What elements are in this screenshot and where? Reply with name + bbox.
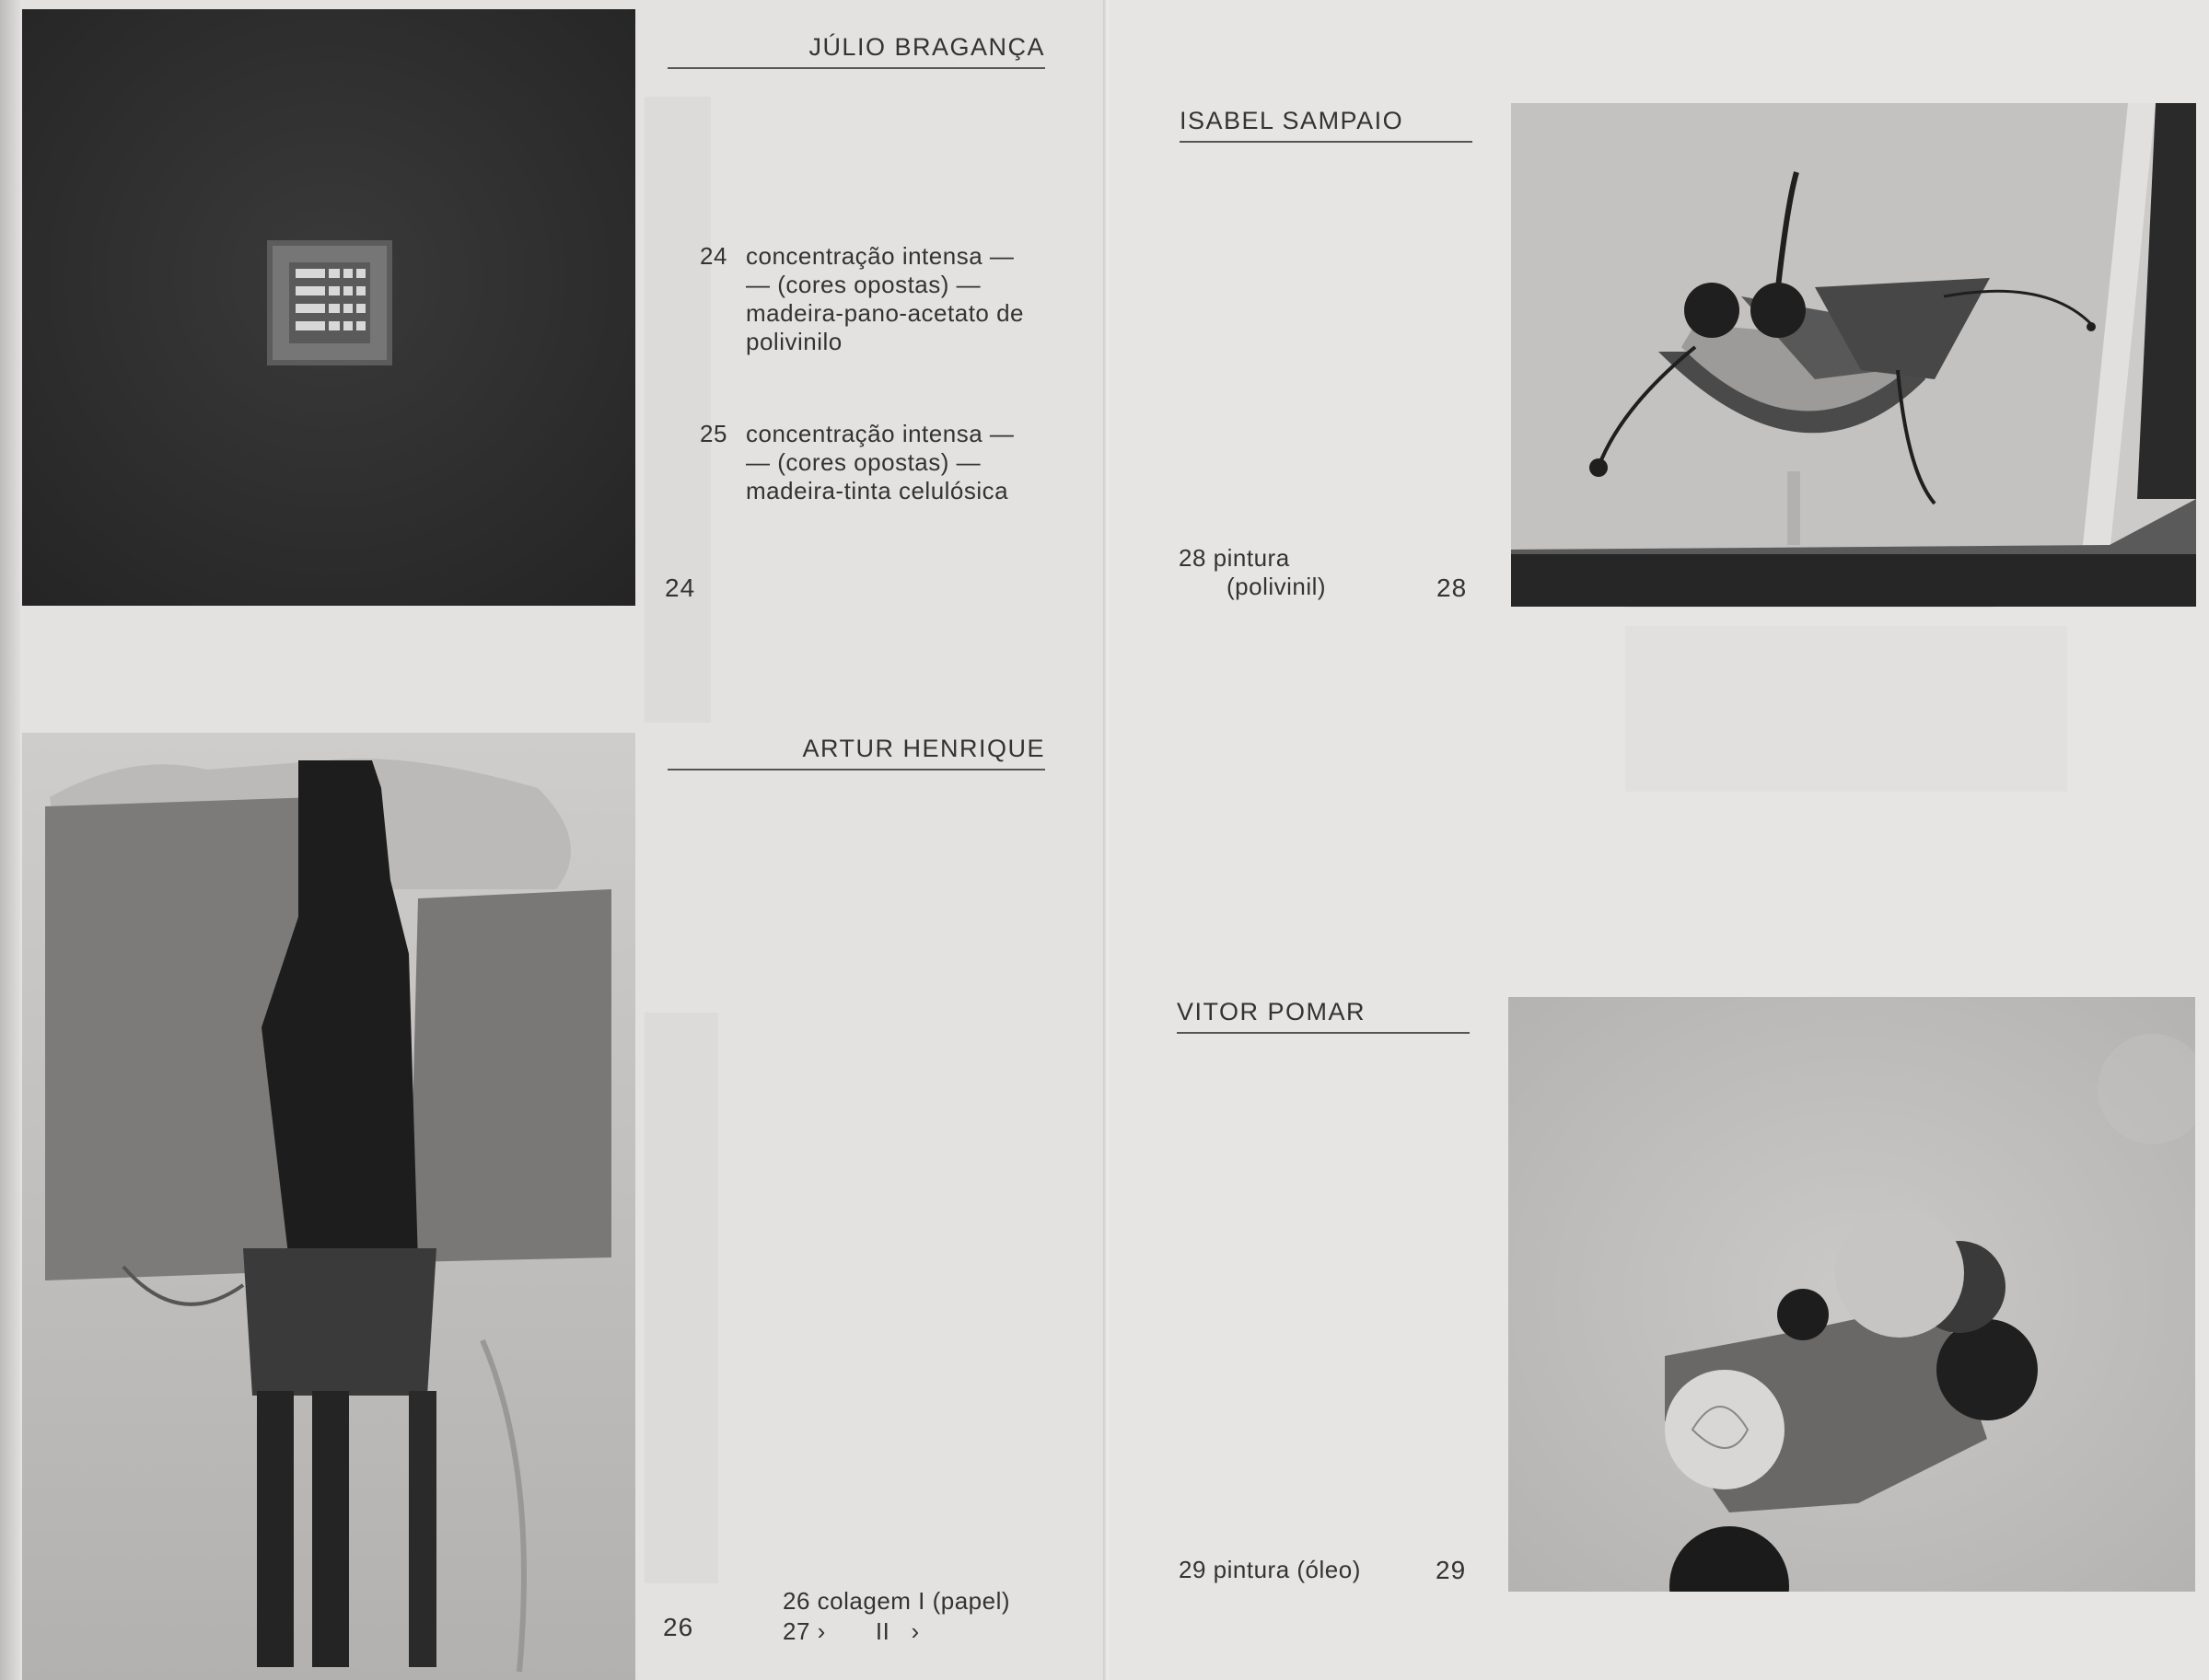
artist-name-vitor-pomar: VITOR POMAR <box>1177 998 1470 1034</box>
work-title: pintura (óleo) <box>1213 1556 1361 1583</box>
plate-number-24: 24 <box>665 574 696 602</box>
work-number: 26 <box>783 1587 810 1615</box>
artwork-24-photo <box>22 9 635 606</box>
artist-name-julio-braganca: JÚLIO BRAGANÇA <box>668 33 1045 69</box>
abstract-circles-icon <box>1508 997 2195 1592</box>
work-number: 29 <box>1179 1556 1206 1583</box>
artist-name-isabel-sampaio: ISABEL SAMPAIO <box>1180 107 1472 143</box>
work-medium: (polivinil) <box>1227 573 1327 600</box>
right-page <box>1110 0 2209 1680</box>
artist-name-artur-henrique: ARTUR HENRIQUE <box>668 735 1045 770</box>
work-medium-line: madeira-pano-acetato de <box>746 299 1025 327</box>
show-through-shadow <box>1625 626 2067 792</box>
framed-grid-relief-icon <box>22 9 635 606</box>
show-through-shadow <box>645 1013 718 1583</box>
work-medium-line: madeira-tinta celulósica <box>746 477 1009 504</box>
page-edge <box>0 0 20 1680</box>
work-25-caption <box>700 420 1068 505</box>
work-medium-line: polivinilo <box>746 328 843 355</box>
work-28-caption <box>1179 544 1381 601</box>
work-title-line: — (cores opostas) — <box>746 271 982 298</box>
work-title-line: concentração intensa — <box>746 242 1015 270</box>
plate-number-28: 28 <box>1436 574 1468 602</box>
work-number: 28 <box>1179 544 1206 572</box>
work-title: › II › <box>817 1617 920 1645</box>
show-through-shadow <box>645 97 711 723</box>
work-title: pintura <box>1213 544 1290 572</box>
collage-figure-icon <box>22 733 635 1680</box>
work-24-caption <box>700 242 1068 356</box>
artwork-28-photo <box>1511 103 2196 607</box>
abstract-arc-icon <box>1511 103 2196 607</box>
work-number: 27 <box>783 1617 810 1645</box>
work-title-line: concentração intensa — <box>746 420 1015 447</box>
plate-number-29: 29 <box>1436 1556 1467 1584</box>
work-title: colagem I (papel) <box>817 1587 1011 1615</box>
artwork-29-photo <box>1508 997 2195 1592</box>
plate-number-26: 26 <box>663 1613 694 1641</box>
work-title-line: — (cores opostas) — <box>746 448 982 476</box>
work-number: 24 <box>700 242 727 270</box>
artwork-26-photo <box>22 733 635 1680</box>
work-29-caption <box>1179 1556 1418 1584</box>
work-number: 25 <box>700 420 727 447</box>
work-26-caption <box>783 1587 1059 1646</box>
